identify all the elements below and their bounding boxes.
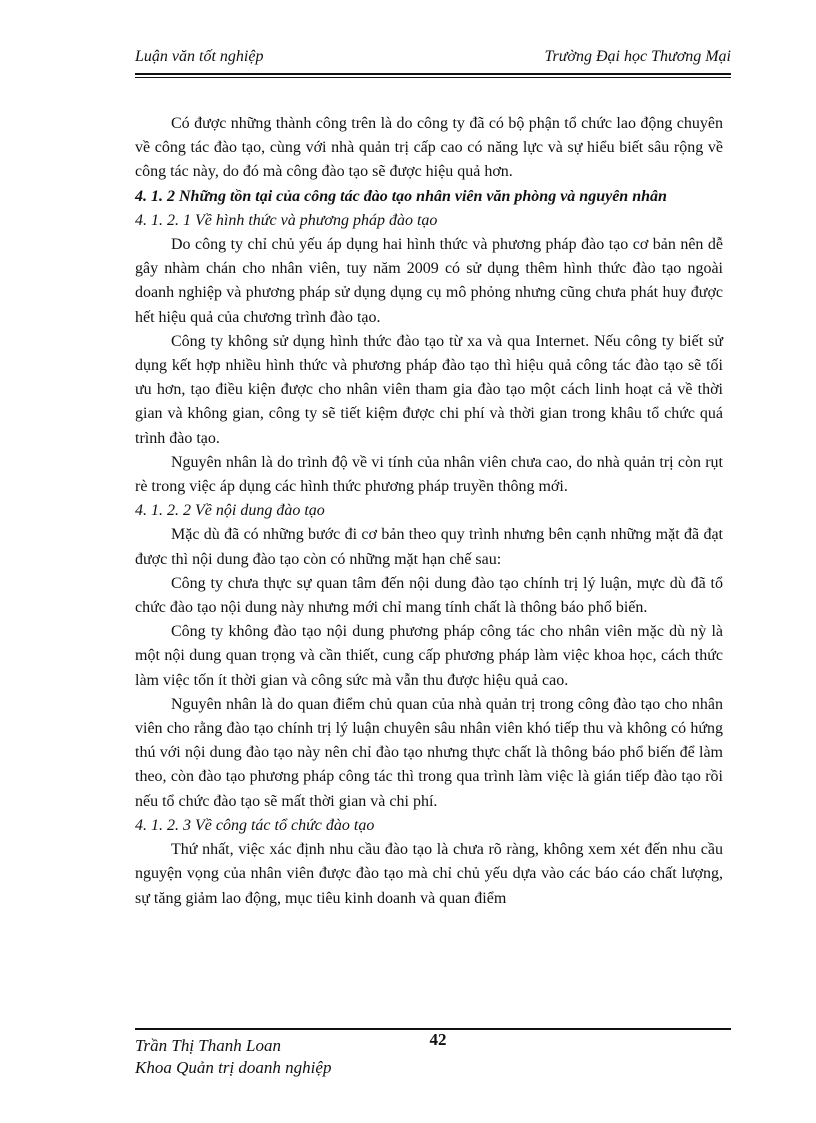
paragraph-6: Công ty chưa thực sự quan tâm đến nội dung đào tạo chính trị lý luận, mực dù đã tổ chức đào tạo nội dung này nhưng mới chỉ mang tính chất là thông báo phổ biến. <box>135 574 723 617</box>
header-rule-thin <box>135 77 731 78</box>
subsection-heading-4-1-2-3: 4. 1. 2. 3 Về công tác tổ chức đào tạo <box>135 816 375 834</box>
paragraph-4: Nguyên nhân là do trình độ về vi tính của nhân viên chưa cao, do nhà quản trị còn rụt rè trong việc áp dụng các hình thức phương pháp truyền thông mới. <box>135 453 723 496</box>
header-rule <box>135 73 731 75</box>
subsection-heading-4-1-2-1: 4. 1. 2. 1 Về hình thức và phương pháp đào tạo <box>135 211 438 229</box>
header-left-text: Luận văn tốt nghiệp <box>135 48 264 65</box>
footer-department: Khoa Quản trị doanh nghiệp <box>135 1058 332 1077</box>
page-header <box>135 48 731 72</box>
footer-author: Trần Thị Thanh Loan <box>135 1036 281 1055</box>
subsection-heading-4-1-2-2: 4. 1. 2. 2 Về nội dung đào tạo <box>135 502 325 520</box>
paragraph-2: Do công ty chỉ chủ yếu áp dụng hai hình thức và phương pháp đào tạo cơ bản nên dễ gây nhàm chán cho nhân viên, tuy năm 2009 có sử dụng thêm hình thức đào tạo ngoài doanh nghiệp và phương pháp sử dụng dụng cụ mô phỏng nhưng cũng chưa phát huy được hết hiệu quả của chương trình đào tạo. <box>135 236 723 326</box>
paragraph-5: Mặc dù đã có những bước đi cơ bản theo quy trình nhưng bên cạnh những mặt đã đạt được thì nội dung đào tạo còn có những mặt hạn chế sau: <box>135 526 723 568</box>
page-body <box>135 112 723 911</box>
header-right-text: Trường Đại học Thương Mại <box>544 48 731 65</box>
page-number: 42 <box>429 1030 447 1049</box>
paragraph-1: Có được những thành công trên là do công ty đã có bộ phận tổ chức lao động chuyên về công tác đào tạo, cùng với nhà quản trị cấp cao có năng lực và sự hiểu biết sâu rộng về công tác này, do đó mà công đào tạo sẽ được hiệu quả hơn. <box>135 115 723 181</box>
paragraph-8: Nguyên nhân là do quan điểm chủ quan của nhà quản trị trong công đào tạo cho nhân viên cho rằng đào tạo chính trị lý luận chuyên sâu nhân viên khó tiếp thu và không có hứng thú với nội dung đào tạo này nên chỉ đào tạo nhưng thực chất là thông báo phổ biến để làm theo, còn đào tạo phương pháp công tác thì trong qua trình làm việc là gián tiếp đào tạo rồi nếu tổ chức đào tạo sẽ mất thời gian và chi phí. <box>135 695 723 810</box>
paragraph-3: Công ty không sử dụng hình thức đào tạo từ xa và qua Internet. Nếu công ty biết sử dụng kết hợp nhiều hình thức và phương pháp đào tạo thì hiệu quả công tác đào tạo sẽ tối ưu hơn, tạo điều kiện được cho nhân viên tham gia đào tạo một cách linh hoạt cả về thời gian và không gian, công ty sẽ tiết kiệm được chi phí và thời gian trong khâu tổ chức quá trình đào tạo. <box>135 332 723 447</box>
paragraph-9: Thứ nhất, việc xác định nhu cầu đào tạo là chưa rõ ràng, không xem xét đến nhu cầu nguyện vọng của nhân viên được đào tạo mà chỉ chủ yếu dựa vào các báo cáo chất lượng, sự tăng giảm lao động, mục tiêu kinh doanh và quan điểm <box>135 841 723 907</box>
paragraph-7: Công ty không đào tạo nội dung phương pháp công tác cho nhân viên mặc dù nỳ là một nội dung quan trọng và cần thiết, cung cấp phương pháp làm việc khoa học, cách thức làm việc tốn ít thời gian và công sức mà vẫn thu được hiệu quả cao. <box>135 623 723 689</box>
section-heading-4-1-2: 4. 1. 2 Những tồn tại của công tác đào tạo nhân viên văn phòng và nguyên nhân <box>135 187 667 205</box>
